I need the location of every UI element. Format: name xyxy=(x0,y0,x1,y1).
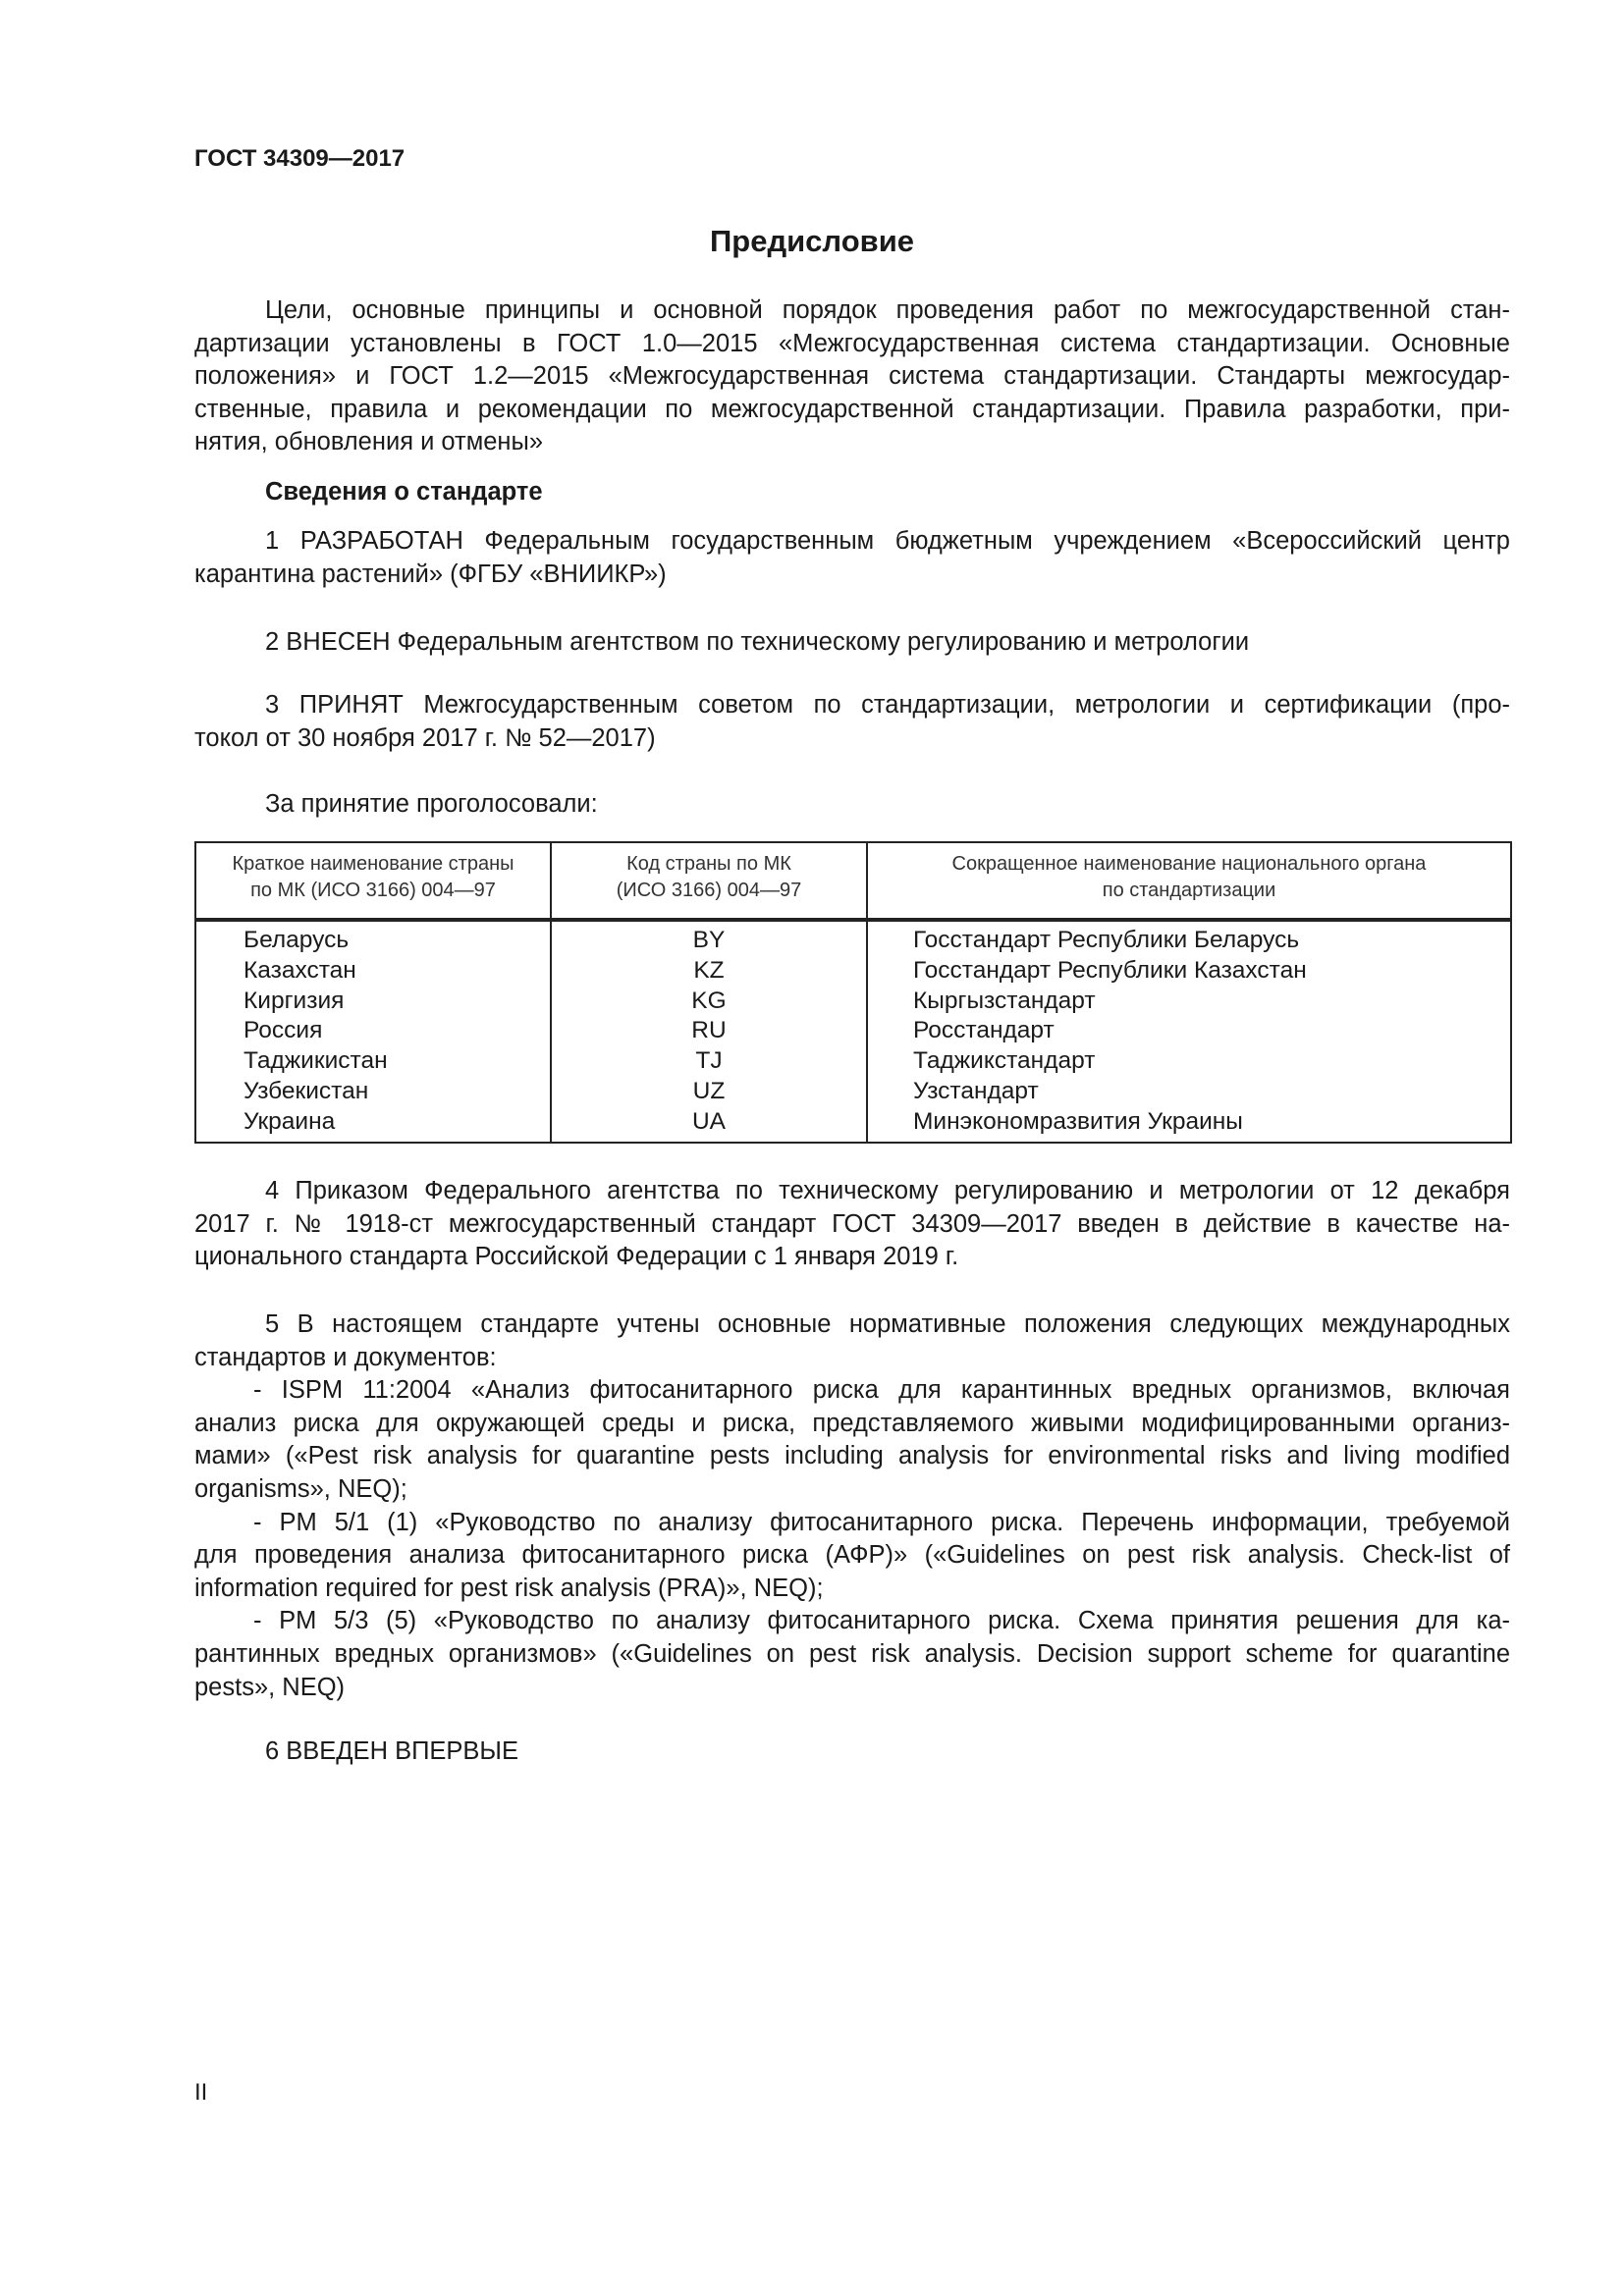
table-header-body xyxy=(868,851,1510,904)
table-cell-country: Казахстан xyxy=(244,956,356,984)
text-line: анализ риска для окружающей среды и риска, представляемого живыми модифицированными организ- xyxy=(194,1409,1510,1437)
table-cell-body: Таджикстандарт xyxy=(913,1047,1096,1075)
table-header-line: Сокращенное наименование национального органа xyxy=(951,853,1427,875)
text-line: Цели, основные принципы и основной порядок проведения работ по межгосударственной стан- xyxy=(265,296,1510,324)
text-line: токол от 30 ноября 2017 г. № 52—2017) xyxy=(194,723,656,752)
table-cell-code: UZ xyxy=(692,1077,726,1104)
text-line: стандартов и документов: xyxy=(194,1343,497,1371)
item-5-paragraph xyxy=(194,1308,1510,1704)
table-cell-country: Беларусь xyxy=(244,927,350,953)
text-line: organisms», NEQ); xyxy=(194,1474,407,1503)
text-line: нятия, обновления и отмены» xyxy=(194,428,544,456)
text-line: дартизации установлены в ГОСТ 1.0—2015 «Межгосударственная система стандартизации. Основные xyxy=(194,329,1510,357)
voted-label: За принятие проголосовали: xyxy=(265,790,598,818)
text-line: ционального стандарта Российской Федерации с 1 января 2019 г. xyxy=(194,1243,959,1271)
text-line: 4 Приказом Федерального агентства по техническому регулированию и метрологии от 12 декабря xyxy=(265,1177,1510,1204)
table-column-code xyxy=(552,926,866,1138)
standard-info-heading: Сведения о стандарте xyxy=(265,478,543,506)
text-line: - PM 5/3 (5) «Руководство по анализу фитосанитарного риска. Схема принятия решения для ка- xyxy=(253,1607,1510,1635)
table-cell-body: Минэкономразвития Украины xyxy=(913,1107,1243,1135)
text-line: для проведения анализа фитосанитарного риска (АФР)» («Guidelines on pest risk analysis. Check-list of xyxy=(194,1541,1510,1570)
page-number: II xyxy=(194,2079,208,2106)
table-cell-body: Узстандарт xyxy=(913,1077,1039,1104)
text-line: - PM 5/1 (1) «Руководство по анализу фитосанитарного риска. Перечень информации, требуемой xyxy=(253,1508,1510,1536)
table-header-line: (ИСО 3166) 004—97 xyxy=(616,880,802,901)
table-cell-code: KZ xyxy=(693,956,725,984)
text-line: положения» и ГОСТ 1.2—2015 «Межгосударственная система стандартизации. Стандарты межгосудар- xyxy=(194,362,1510,391)
table-cell-country: Киргизия xyxy=(244,987,345,1014)
text-line: information required for pest risk analysis (PRA)», NEQ); xyxy=(194,1574,824,1602)
table-cell-country: Узбекистан xyxy=(244,1077,369,1104)
item-4-paragraph xyxy=(194,1175,1510,1274)
table-cell-body: Госстандарт Республики Казахстан xyxy=(913,956,1307,984)
table-cell-code: BY xyxy=(692,927,726,953)
table-cell-country: Таджикистан xyxy=(244,1047,388,1075)
item-2-paragraph: 2 ВНЕСЕН Федеральным агентством по техническому регулированию и метрологии xyxy=(265,628,1250,656)
text-line: мами» («Pest risk analysis for quarantine pests including analysis for environmental risks and living modified xyxy=(194,1442,1510,1470)
table-cell-country: Россия xyxy=(244,1017,323,1044)
text-line: рантинных вредных организмов» («Guidelines on pest risk analysis. Decision support scheme for quarantine xyxy=(194,1639,1510,1668)
table-cell-code: RU xyxy=(691,1017,727,1044)
text-line: ственные, правила и рекомендации по межгосударственной стандартизации. Правила разработки, при- xyxy=(194,395,1510,423)
text-line: - ISPM 11:2004 «Анализ фитосанитарного риска для карантинных вредных организмов, включая xyxy=(253,1376,1510,1405)
item-3-paragraph xyxy=(194,689,1510,755)
table-header-divider xyxy=(196,918,1510,922)
table-column-body xyxy=(913,926,1307,1138)
table-cell-body: Росстандарт xyxy=(913,1017,1055,1044)
item-6-paragraph: 6 ВВЕДЕН ВПЕРВЫЕ xyxy=(265,1737,519,1765)
table-header-line: Код страны по МК xyxy=(626,853,791,875)
table-header-line: Краткое наименование страны xyxy=(232,853,514,875)
item-1-paragraph xyxy=(194,525,1510,591)
text-line: 3 ПРИНЯТ Межгосударственным советом по стандартизации, метрологии и сертификации (про- xyxy=(265,691,1510,719)
table-header-code xyxy=(552,851,866,904)
table-header-country xyxy=(196,851,550,904)
text-line: 2017 г. № 1918-ст межгосударственный стандарт ГОСТ 34309—2017 введен в действие в качестве на- xyxy=(194,1209,1510,1238)
document-code: ГОСТ 34309—2017 xyxy=(194,145,406,172)
table-header-line: по МК (ИСО 3166) 004—97 xyxy=(250,880,496,901)
text-line: pests», NEQ) xyxy=(194,1673,346,1701)
text-line: 5 В настоящем стандарте учтены основные нормативные положения следующих международных xyxy=(265,1310,1510,1338)
intro-paragraph xyxy=(194,294,1510,459)
table-cell-code: TJ xyxy=(695,1047,723,1075)
page-title: Предисловие xyxy=(709,224,914,258)
table-column-country xyxy=(244,926,388,1138)
text-line: карантина растений» (ФГБУ «ВНИИКР») xyxy=(194,560,667,588)
voting-table xyxy=(194,841,1512,1144)
table-cell-body: Кыргызстандарт xyxy=(913,987,1096,1014)
table-cell-code: KG xyxy=(691,987,727,1014)
table-cell-country: Украина xyxy=(244,1107,336,1135)
table-cell-body: Госстандарт Республики Беларусь xyxy=(913,927,1300,953)
table-cell-code: UA xyxy=(691,1107,727,1135)
table-header-line: по стандартизации xyxy=(1102,880,1276,901)
text-line: 1 РАЗРАБОТАН Федеральным государственным бюджетным учреждением «Всероссийский центр xyxy=(265,527,1510,555)
